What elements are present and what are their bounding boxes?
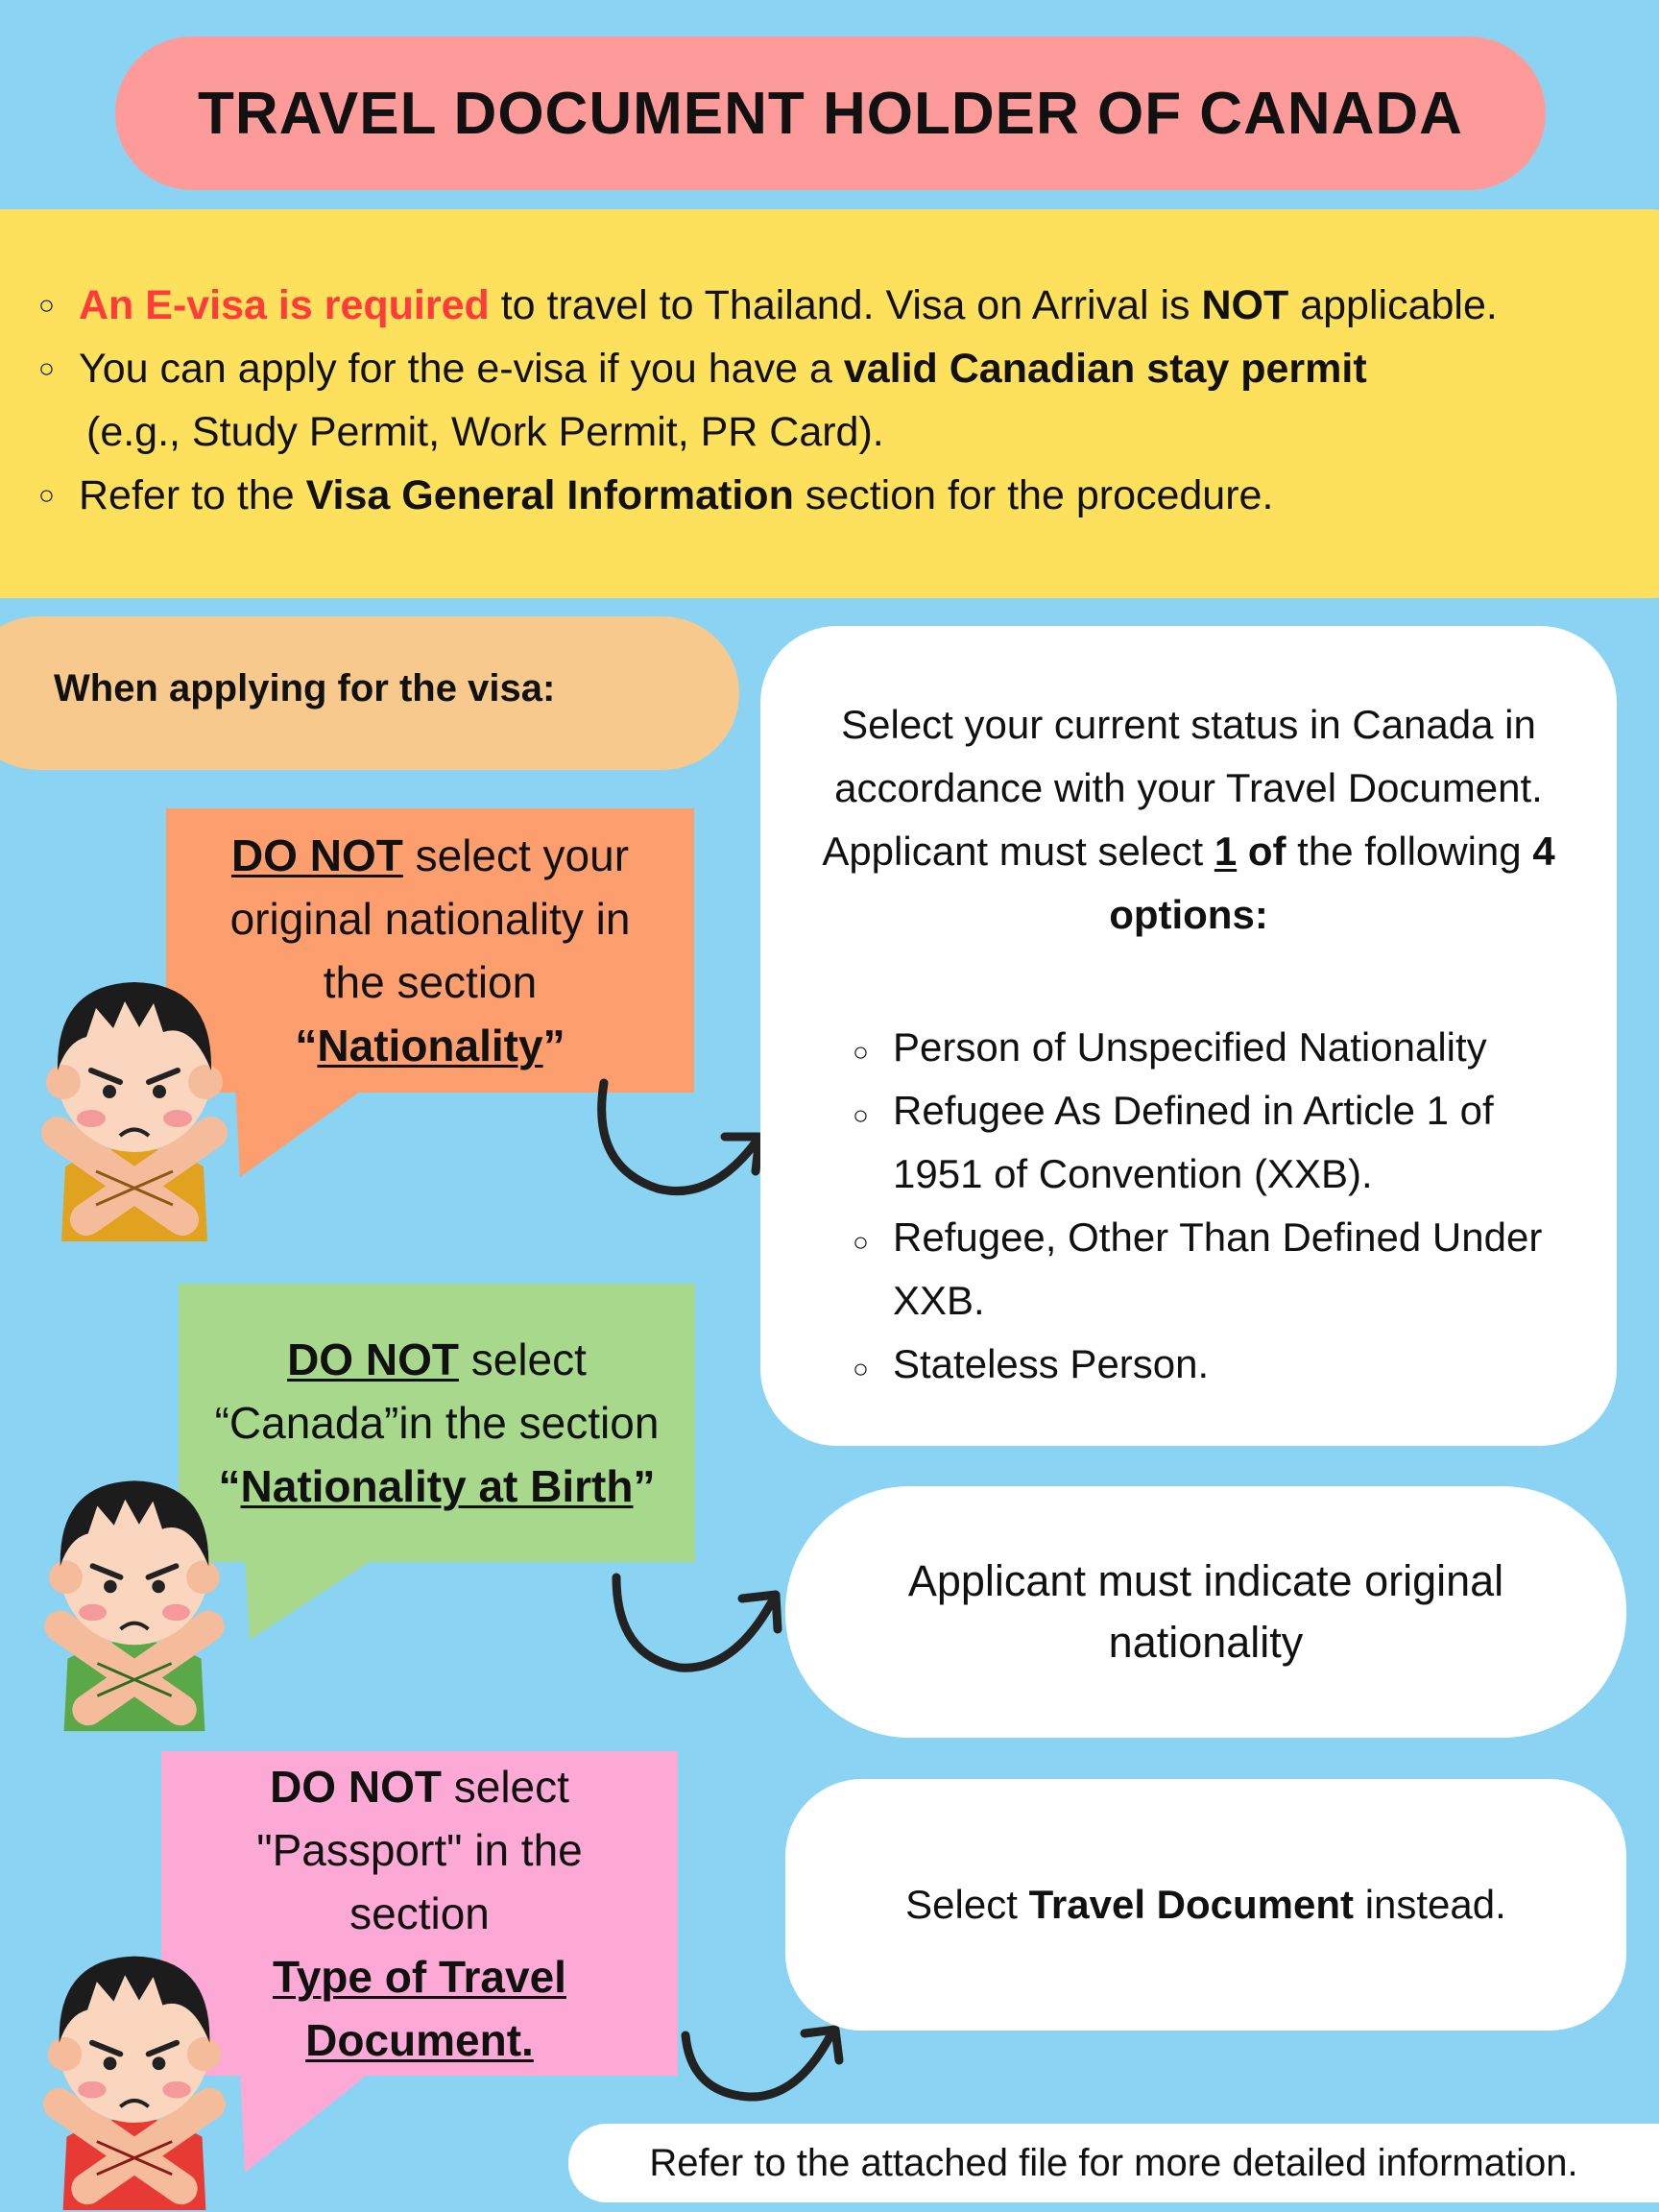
hollow-bullet-icon: ○ [853, 1037, 869, 1067]
text-span: the following [1286, 829, 1533, 874]
text-line: nationality [1108, 1618, 1304, 1667]
text-span: select your [402, 830, 630, 880]
bullet-stay-permit [38, 337, 1659, 400]
speech-bubble-nationality [166, 808, 694, 1093]
option-text: Refugee, Other Than Defined Under [893, 1214, 1543, 1260]
speech-bubble-nationality-at-birth [179, 1284, 695, 1562]
curved-arrow-icon [603, 1570, 795, 1685]
quote-mark: ” [633, 1461, 656, 1511]
do-not-text: DO NOT [230, 830, 403, 880]
status-instructions [760, 693, 1617, 947]
quote-mark: “ [218, 1461, 241, 1511]
bubble-tail [235, 1085, 370, 1181]
text-line: original nationality in [229, 894, 631, 944]
option-count-one: 1 [1214, 829, 1238, 874]
boy-crossed-arms-icon [38, 1464, 230, 1733]
curved-arrow-icon [672, 2016, 854, 2112]
boy-crossed-arms-icon [38, 1939, 230, 2212]
title-banner [115, 36, 1546, 190]
stay-permit-text: valid Canadian stay permit [843, 346, 1367, 392]
text-span: select [458, 1334, 587, 1384]
travel-document-box [785, 1779, 1626, 2031]
bullet-evisa-required [38, 274, 1659, 337]
text-span: (e.g., Study Permit, Work Permit, PR Card). [86, 409, 884, 455]
option-text: Person of Unspecified Nationality [893, 1024, 1487, 1070]
text-span: applicable. [1288, 282, 1498, 328]
apply-heading: When applying for the visa: [54, 667, 556, 709]
text-span: Applicant must select [822, 829, 1214, 874]
option-refugee-other [853, 1206, 1542, 1274]
text-line: "Passport" in the [256, 1825, 583, 1875]
option-refugee-xxb [853, 1079, 1494, 1147]
bullet-stay-permit-examples [38, 400, 1659, 464]
option-unspecified-nationality [853, 1016, 1487, 1084]
text-span: of [1237, 829, 1286, 874]
general-info-link-text: Visa General Information [305, 472, 794, 518]
text-span: You can apply for the e-visa if you have a [79, 346, 844, 392]
speech-bubble-travel-document-type [161, 1751, 678, 2076]
hollow-bullet-icon: ○ [38, 290, 55, 320]
hollow-bullet-icon: ○ [853, 1354, 869, 1383]
text-line: “Canada”in the section [214, 1398, 660, 1448]
text-line: accordance with your Travel Document. [834, 765, 1543, 810]
option-text: 1951 of Convention (XXB). [893, 1151, 1373, 1196]
text-span: section for the procedure. [793, 472, 1274, 518]
option-count-four: 4 [1532, 829, 1555, 874]
options-label: options: [1109, 892, 1268, 937]
option-text: Stateless Person. [893, 1341, 1210, 1386]
footer-text: Refer to the attached file for more detailed information. [649, 2141, 1578, 2184]
not-text: NOT [1201, 282, 1289, 328]
hollow-bullet-icon: ○ [853, 1100, 869, 1130]
bubble-tail [245, 1555, 379, 1642]
bubble-tail [240, 2069, 374, 2175]
original-nationality-box [785, 1486, 1626, 1738]
option-stateless [853, 1333, 1209, 1401]
bullet-general-info [38, 464, 1659, 527]
option-text: XXB. [893, 1278, 985, 1323]
page-title: TRAVEL DOCUMENT HOLDER OF CANADA [198, 80, 1463, 147]
quote-mark: “ [295, 1021, 318, 1070]
do-not-text: DO NOT [287, 1334, 459, 1384]
nationality-at-birth-field-name: Nationality at Birth [240, 1461, 634, 1511]
footer-note [568, 2124, 1659, 2202]
status-options-box [760, 626, 1617, 1446]
text-span: select [441, 1762, 569, 1812]
nationality-field-name: Nationality [317, 1021, 543, 1070]
option-text: Refugee As Defined in Article 1 of [893, 1088, 1494, 1133]
text-span: Refer to the [79, 472, 306, 518]
info-bullets [38, 274, 1659, 527]
curved-arrow-icon [590, 1075, 773, 1210]
option-refugee-xxb-cont [853, 1142, 1373, 1206]
boy-crossed-arms-icon [38, 965, 230, 1243]
text-line: section [349, 1888, 490, 1938]
text-line: Applicant must indicate original [907, 1556, 1504, 1605]
evisa-required-text: An E-visa is required [79, 282, 490, 328]
text-line: the section [323, 957, 538, 1007]
do-not-text: DO NOT [270, 1762, 442, 1812]
hollow-bullet-icon: ○ [38, 480, 55, 510]
travel-document-field-name: Document. [305, 2015, 534, 2065]
option-refugee-other-cont [853, 1269, 985, 1333]
text-span: to travel to Thailand. Visa on Arrival is [489, 282, 1202, 328]
text-span: Select [905, 1882, 1029, 1927]
hollow-bullet-icon: ○ [853, 1227, 869, 1257]
text-line: Select your current status in Canada in [841, 702, 1536, 747]
travel-document-field-name: Type of Travel [273, 1952, 566, 2002]
quote-mark: ” [542, 1021, 565, 1070]
hollow-bullet-icon: ○ [38, 353, 55, 383]
travel-document-choice: Travel Document [1028, 1882, 1355, 1927]
text-span: instead. [1354, 1882, 1506, 1927]
